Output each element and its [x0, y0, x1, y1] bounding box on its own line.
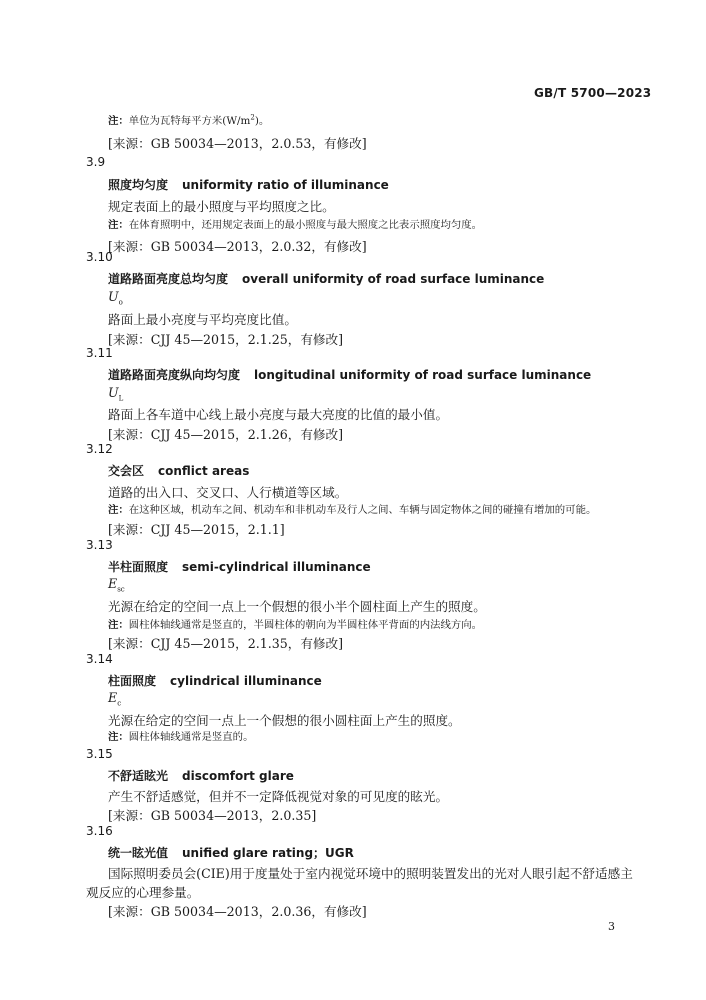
- term-heading: 交会区 conflict areas: [108, 464, 250, 478]
- term-heading: 道路路面亮度纵向均匀度 longitudinal uniformity of road surface luminance: [108, 368, 592, 382]
- clause-number: 3.9: [86, 155, 106, 169]
- term-heading: 不舒适眩光 discomfort glare: [108, 769, 294, 783]
- definition: 产生不舒适感觉，但并不一定降低视觉对象的可见度的眩光。: [108, 789, 449, 804]
- source-reference: [来源：CJJ 45—2015，2.1.26，有修改]: [108, 427, 344, 442]
- note: 注：在这种区域，机动车之间、机动车和非机动车及行人之间、车辆与固定物体之间的碰撞有增加的可能。: [108, 504, 597, 516]
- note: 注：单位为瓦特每平方米$(W/m^2)$。: [108, 113, 270, 127]
- term-heading: 照度均匀度 uniformity ratio of illuminance: [108, 178, 389, 192]
- note: 注：圆柱体轴线通常是竖直的。: [108, 731, 254, 743]
- term-heading: 半柱面照度 semi-cylindrical illuminance: [108, 560, 371, 574]
- source-reference: [来源：CJJ 45—2015，2.1.35，有修改]: [108, 636, 344, 651]
- symbol: $E_c$: [108, 690, 122, 708]
- term-heading: 柱面照度 cylindrical illuminance: [108, 674, 322, 688]
- clause-number: 3.10: [86, 250, 113, 264]
- source-reference: [来源：GB 50034—2013，2.0.53，有修改]: [108, 136, 367, 151]
- definition: 光源在给定的空间一点上一个假想的很小半个圆柱面上产生的照度。: [108, 599, 486, 614]
- source-reference: [来源：CJJ 45—2015，2.1.25，有修改]: [108, 332, 344, 347]
- definition: 路面上最小亮度与平均亮度比值。: [108, 312, 297, 327]
- source-reference: [来源：CJJ 45—2015，2.1.1]: [108, 522, 285, 537]
- clause-number: 3.15: [86, 747, 113, 761]
- clause-number: 3.13: [86, 538, 113, 552]
- definition: 光源在给定的空间一点上一个假想的很小圆柱面上产生的照度。: [108, 713, 461, 728]
- definition: 路面上各车道中心线上最小亮度与最大亮度的比值的最小值。: [108, 407, 449, 422]
- term-heading: 道路路面亮度总均匀度 overall uniformity of road surface luminance: [108, 272, 545, 286]
- clause-number: 3.12: [86, 442, 113, 456]
- note: 注：圆柱体轴线通常是竖直的，半圆柱体的朝向为半圆柱体平背面的内法线方向。: [108, 619, 483, 631]
- note: 注：在体育照明中，还用规定表面上的最小照度与最大照度之比表示照度均匀度。: [108, 219, 483, 231]
- symbol: $U_o$: [108, 289, 123, 307]
- source-reference: [来源：GB 50034—2013，2.0.32，有修改]: [108, 239, 367, 254]
- standard-code-header: GB/T 5700—2023: [534, 86, 652, 100]
- definition: 道路的出入口、交叉口、人行横道等区域。: [108, 485, 348, 500]
- definition: 规定表面上的最小照度与平均照度之比。: [108, 199, 335, 214]
- page-number: 3: [608, 920, 615, 933]
- term-heading: 统一眩光值 unified glare rating；UGR: [108, 846, 354, 860]
- clause-number: 3.16: [86, 824, 113, 838]
- source-reference: [来源：GB 50034—2013，2.0.35]: [108, 808, 317, 823]
- definition: 国际照明委员会(CIE)用于度量处于室内视觉环境中的照明装置发出的光对人眼引起不舒适感主: [108, 866, 633, 881]
- symbol: $E_{sc}$: [108, 576, 125, 594]
- definition: 观反应的心理参量。: [86, 885, 200, 900]
- symbol: $U_L$: [108, 385, 124, 403]
- source-reference: [来源：GB 50034—2013，2.0.36，有修改]: [108, 904, 367, 919]
- clause-number: 3.11: [86, 346, 113, 360]
- clause-number: 3.14: [86, 652, 113, 666]
